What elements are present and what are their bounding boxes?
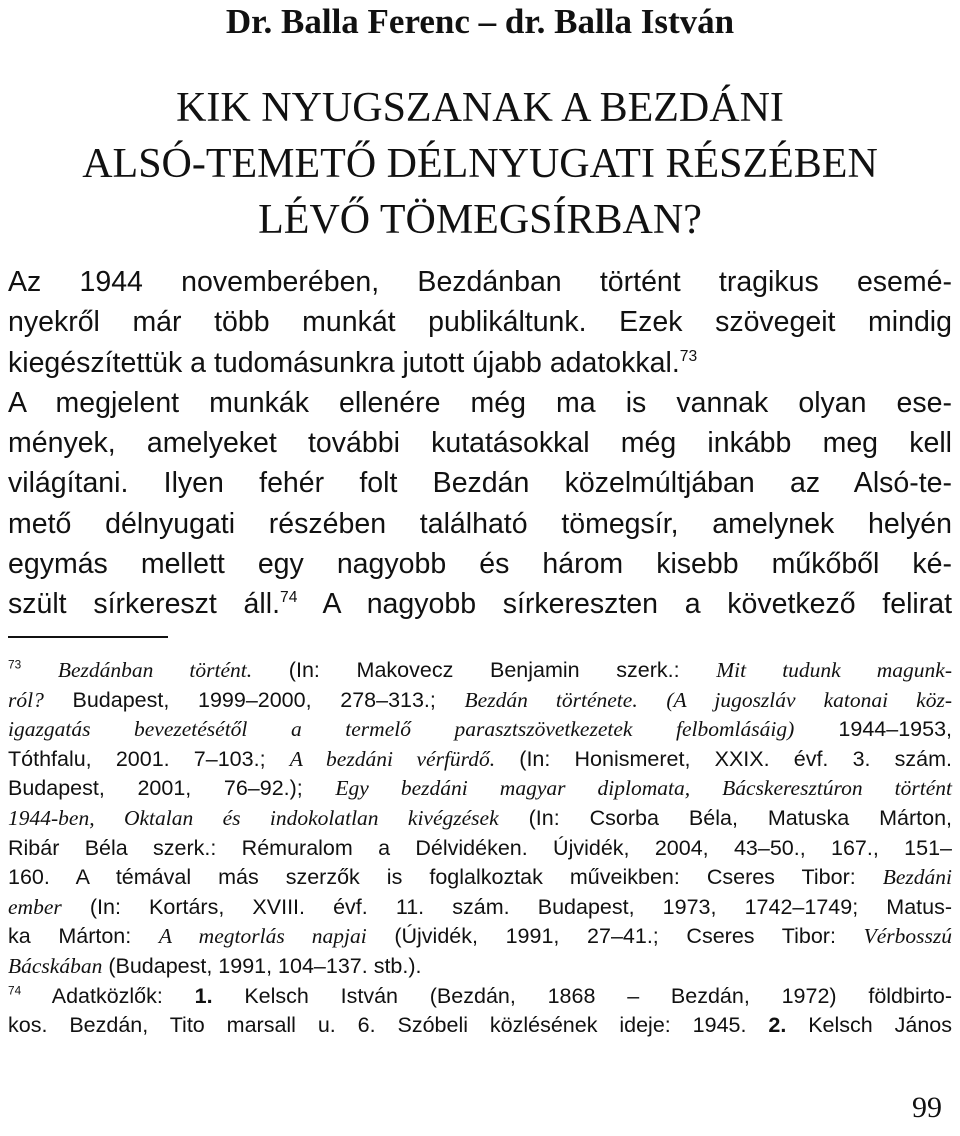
footnote-text: 1944-ben, Oktalan és indokolatlan kivégzések: [8, 805, 499, 830]
footnote-text: Vérbosszú: [863, 924, 952, 949]
footnote-text: Bezdáni: [882, 865, 952, 890]
author-header: Dr. Balla Ferenc – dr. Balla István: [225, 2, 735, 41]
footnote-number-73: 73: [8, 657, 22, 672]
title-line: KIK NYUGSZANAK A BEZDÁNI: [176, 85, 784, 131]
footnote-line: [8, 774, 952, 804]
title-line: ALSÓ-TEMETŐ DÉLNYUGATI RÉSZÉBEN: [82, 141, 878, 187]
body-line: egymás mellett egy nagyobb és három kisebb műkőből ké-: [8, 548, 952, 581]
footnote-text: (Újvidék, 1991, 27–41.; Cseres Tibor:: [366, 924, 864, 949]
footnote-text: (A jugoszláv katonai köz-: [666, 687, 952, 712]
footnote-text: (In: Makovecz Benjamin szerk.:: [252, 658, 717, 682]
body-paragraphs: [8, 262, 952, 625]
body-line: A megjelent munkák ellenére még ma is vannak olyan ese-: [8, 386, 952, 419]
footnote-separator: [8, 636, 168, 638]
chapter-title: [0, 80, 960, 248]
footnote-text: Bácskában: [8, 953, 103, 978]
footnote-text: Mit tudunk magunk-: [716, 658, 952, 682]
footnote-ref-73[interactable]: 73: [679, 347, 698, 365]
footnote-ref-74[interactable]: 74: [279, 589, 298, 607]
footnote-text: [638, 688, 667, 712]
body-line: Az 1944 novemberében, Bezdánban történt tragikus esemé-: [8, 266, 952, 298]
footnote-text: (Budapest, 1991, 104–137. stb.).: [102, 953, 422, 978]
footnote-text: Tóthfalu, 2001. 7–103.;: [8, 746, 290, 771]
footnote-number-74: 74: [8, 983, 22, 998]
footnote-line: [8, 656, 952, 686]
body-line: mények, amelyeket további kutatásokkal még inkább meg kell: [8, 427, 952, 460]
footnote-text: Budapest, 2001, 76–92.);: [8, 776, 336, 801]
footnote-line: Ribár Béla szerk.: Rémuralom a Délvidéken. Újvidék, 2004, 43–50., 167., 151–: [8, 835, 952, 860]
footnote-line: [8, 982, 952, 1012]
footnote-text: (In: Honismeret, XXIX. évf. 3. szám.: [495, 746, 953, 771]
footnote-text: 1.: [194, 983, 213, 1008]
footnote-text: Kelsch János: [786, 1013, 952, 1038]
footnote-text: A bezdáni vérfürdő.: [289, 746, 496, 771]
footnote-text: ka Márton:: [8, 924, 159, 949]
title-line: LÉVŐ TÖMEGSÍRBAN?: [258, 197, 702, 243]
body-line: [8, 584, 952, 624]
footnote-line: [8, 686, 952, 716]
footnote-text: igazgatás bevezetésétől a termelő parasztszövetkezetek felbomlásáig): [8, 717, 795, 742]
body-line-text: szült sírkereszt áll.: [8, 588, 280, 621]
footnote-text: 160. A témával más szerzők is foglalkoztak műveikben: Cseres Tibor:: [8, 865, 883, 890]
footnote-text: Adatközlők:: [21, 983, 195, 1008]
footnote-text: ember: [8, 894, 62, 919]
footnote-line: [8, 863, 952, 893]
footnote-line: [8, 715, 952, 745]
footnote-text: Bezdán története.: [464, 687, 638, 712]
footnote-text: ról?: [8, 687, 44, 712]
footnote-line: [8, 893, 952, 923]
footnote-text: Bezdánban történt.: [57, 658, 253, 682]
footnote-text: 1944–1953,: [794, 717, 952, 742]
body-line: világítani. Ilyen fehér folt Bezdán közelmúltjában az Alsó-te-: [8, 467, 952, 500]
footnote-text: (In: Csorba Béla, Matuska Márton,: [498, 805, 953, 830]
footnote-line: [8, 745, 952, 775]
footnote-line: [8, 922, 952, 952]
body-line: mető délnyugati részében található tömegsír, amelynek helyén: [8, 507, 952, 540]
footnote-text: A megtorlás napjai: [158, 924, 367, 949]
body-line-text: A nagyobb sírkereszten a következő felirat: [297, 588, 952, 621]
body-line: nyekről már több munkát publikáltunk. Ezek szövegeit mindig: [8, 306, 952, 339]
footnote-text: Kelsch István (Bezdán, 1868 – Bezdán, 1972) földbirto-: [212, 983, 952, 1008]
footnote-text: Egy bezdáni magyar diplomata, Bácskeresztúron történt: [335, 776, 952, 801]
footnote-text: 2.: [768, 1013, 787, 1038]
footnote-text: (In: Kortárs, XVIII. évf. 11. szám. Budapest, 1973, 1742–1749; Matus-: [61, 894, 952, 919]
footnote-text: kos. Bezdán, Tito marsall u. 6. Szóbeli közlésének ideje: 1945.: [8, 1013, 769, 1038]
page-number: 99: [912, 1091, 942, 1124]
footnote-text: Budapest, 1999–2000, 278–313.;: [43, 687, 465, 712]
body-line: [8, 343, 952, 383]
footnote-line: [8, 952, 952, 982]
footnote-line: [8, 1011, 952, 1041]
footnotes: [8, 656, 952, 1041]
footnote-line: [8, 804, 952, 834]
body-line-text: kiegészítettük a tudomásunkra jutott újabb adatokkal.: [8, 346, 680, 379]
